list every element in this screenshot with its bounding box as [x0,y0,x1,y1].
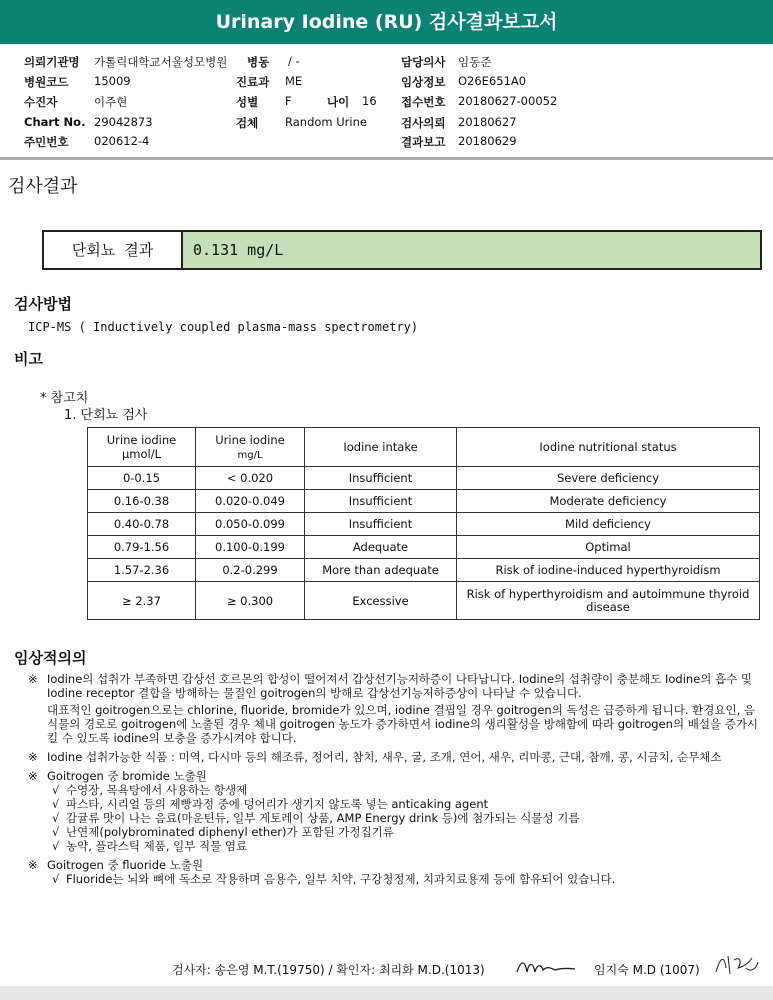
col-header-status: Iodine nutritional status [457,428,760,467]
table-row [88,536,760,559]
list-item: √ 수영장, 목욕탕에서 사용하는 항생제 [52,783,248,797]
table-cell: 0.100-0.199 [196,536,305,559]
list-item: √ 농약, 플라스틱 제품, 일부 직물 염료 [52,839,248,853]
fluoride-title: Goitrogen 중 fluoride 노출원 [47,858,204,872]
institution-label: 의뢰기관명 [24,55,80,69]
list-item: √ 감귤류 맛이 나는 음료(마운틴듀, 일부 게토레이 상품, AMP Energy drink 등)에 첨가되는 식물성 기름 [52,811,580,825]
reference-table [87,427,760,620]
list-item: √ 파스타, 시리얼 등의 제빵과정 중에 덩어리가 생기지 않도록 넣는 anticaking agent [52,797,489,811]
clinical-paragraph-1: Iodine의 섭취가 부족하면 갑상선 호르몬의 합성이 떨어져서 갑상선기능저하증이 나타납니다. Iodine의 섭취량이 충분해도 Iodine의 흡수 및 Iodine receptor 결합을 방해하는 물질인 goitrogen의 방해로 갑상선기능저하증상이 나타날 수 있습니다. [47,672,753,700]
doctor-label: 담당의사 [401,55,446,69]
specimen-label: 검체 [236,116,259,130]
table-row [88,559,760,582]
result-box [42,230,762,270]
table-cell: Optimal [457,536,760,559]
table-cell: 0.40-0.78 [88,513,196,536]
patient-value: 이주현 [94,95,128,109]
table-cell: More than adequate [305,559,457,582]
table-cell: Moderate deficiency [457,490,760,513]
method-text: ICP-MS ( Inductively coupled plasma-mass spectrometry) [28,320,419,334]
table-cell: 0.16-0.38 [88,490,196,513]
table-cell: ≥ 2.37 [88,582,196,620]
remarks-heading: 비고 [14,350,43,368]
doctor-value: 임동준 [458,55,492,69]
clinical-info-value: O26E651A0 [458,74,527,88]
table-cell: Risk of iodine-induced hyperthyroidism [457,559,760,582]
table-cell: Insufficient [305,513,457,536]
handwritten-signature-icon [712,948,762,978]
request-label: 검사의뢰 [401,116,446,130]
table-cell: 0.050-0.099 [196,513,305,536]
receipt-value: 20180627-00052 [458,94,558,108]
specimen-value: Random Urine [285,115,367,129]
clinical-heading: 임상적의의 [14,649,87,667]
table-cell: 0-0.15 [88,467,196,490]
col-header-intake: Iodine intake [305,428,457,467]
footer-bar [0,986,773,1000]
examiner-signature-line: 검사자: 송은영 M.T.(19750) / 확인자: 최리화 M.D.(1013) [172,963,485,977]
check-icon: √ [52,825,60,839]
table-cell: Insufficient [305,490,457,513]
sex-value: F [285,94,292,108]
table-cell: < 0.020 [196,467,305,490]
chart-no-label: Chart No. [24,115,86,129]
table-cell: 0.2-0.299 [196,559,305,582]
note-block [28,750,763,764]
check-icon: √ [52,872,60,886]
table-header-row [88,428,760,467]
table-cell: 0.79-1.56 [88,536,196,559]
ward-label: 병동 [247,55,270,69]
director-signature-line: 임지숙 M.D (1007) [594,963,700,977]
reference-mark: ※ [28,858,38,872]
patient-label: 수진자 [24,95,58,109]
table-cell: ≥ 0.300 [196,582,305,620]
results-heading: 검사결과 [8,176,78,197]
reference-mark: ※ [28,672,38,686]
reference-subtitle: 1. 단회뇨 검사 [64,408,148,423]
table-cell: Adequate [305,536,457,559]
hospital-code-label: 병원코드 [24,75,69,89]
iodine-foods: Iodine 섭취가능한 식품 : 미역, 다시마 등의 해조류, 정어리, 참치, 새우, 굴, 조개, 연어, 새우, 리마콩, 근대, 참깨, 콩, 시금치, 순무채소 [47,750,722,764]
col-header-umol: Urine iodine µmol/L [88,428,196,467]
note-block [28,769,763,783]
check-icon: √ [52,839,60,853]
clinical-notes [28,672,763,886]
check-icon: √ [52,811,60,825]
age-label: 나이 [327,95,350,109]
table-row [88,582,760,620]
institution-value: 가톨릭대학교서울성모병원 [94,55,228,69]
note-block [28,858,763,872]
note-block [28,672,763,745]
reference-mark: ※ [28,750,38,764]
report-date-label: 결과보고 [401,135,446,149]
list-item: √ Fluoride는 뇌와 뼈에 독소로 작용하며 음용수, 일부 치약, 구강청정제, 치과치료용제 등에 함유되어 있습니다. [52,872,616,886]
clinical-info-label: 임상정보 [401,75,446,89]
result-value: 0.131 mg/L [183,232,760,268]
table-cell: Excessive [305,582,457,620]
check-icon: √ [52,783,60,797]
result-label: 단회뇨 결과 [44,232,183,268]
receipt-label: 접수번호 [401,95,446,109]
method-heading: 검사방법 [14,295,72,313]
list-item: √ 난연제(polybrominated diphenyl ether)가 포함된 가정집기류 [52,825,394,839]
resident-label: 주민번호 [24,135,69,149]
table-cell: 0.020-0.049 [196,490,305,513]
reference-mark: ※ [28,769,38,783]
header-divider [0,157,773,160]
report-date-value: 20180629 [458,134,517,148]
table-row [88,467,760,490]
table-cell: Severe deficiency [457,467,760,490]
col-header-mgl: Urine iodine mg/L [196,428,305,467]
hospital-code-value: 15009 [94,74,131,88]
table-cell: Insufficient [305,467,457,490]
table-cell: Mild deficiency [457,513,760,536]
table-cell: 1.57-2.36 [88,559,196,582]
table-row [88,513,760,536]
table-cell: Risk of hyperthyroidism and autoimmune thyroid disease [457,582,760,620]
check-icon: √ [52,797,60,811]
sex-label: 성별 [236,95,259,109]
handwritten-signature-icon [515,956,577,978]
dept-value: ME [285,74,303,88]
bromide-title: Goitrogen 중 bromide 노출원 [47,769,207,783]
clinical-paragraph-2: 대표적인 goitrogen으로는 chlorine, fluoride, bromide가 있으며, iodine 결핍일 경우 goitrogen의 독성은 급증하게 됩니다. 환경요인, 음식물의 경로로 goitrogen에 노출된 경우 체내 goitrogen 농도가 증가하면서 iodine의 생리활성을 방해함에 따라 goitrogen의 배설을 증가시킬 수 있도록 iodine의 보충을 증가시켜야 합니다. [47,703,759,745]
age-value: 16 [362,94,377,108]
dept-label: 진료과 [236,75,270,89]
ward-value: / - [288,54,300,68]
resident-value: 020612-4 [94,134,150,148]
request-value: 20180627 [458,115,517,129]
table-row [88,490,760,513]
reference-title: * 참고치 [40,391,89,406]
report-title: Urinary Iodine (RU) 검사결과보고서 [0,0,773,44]
chart-no-value: 29042873 [94,115,153,129]
